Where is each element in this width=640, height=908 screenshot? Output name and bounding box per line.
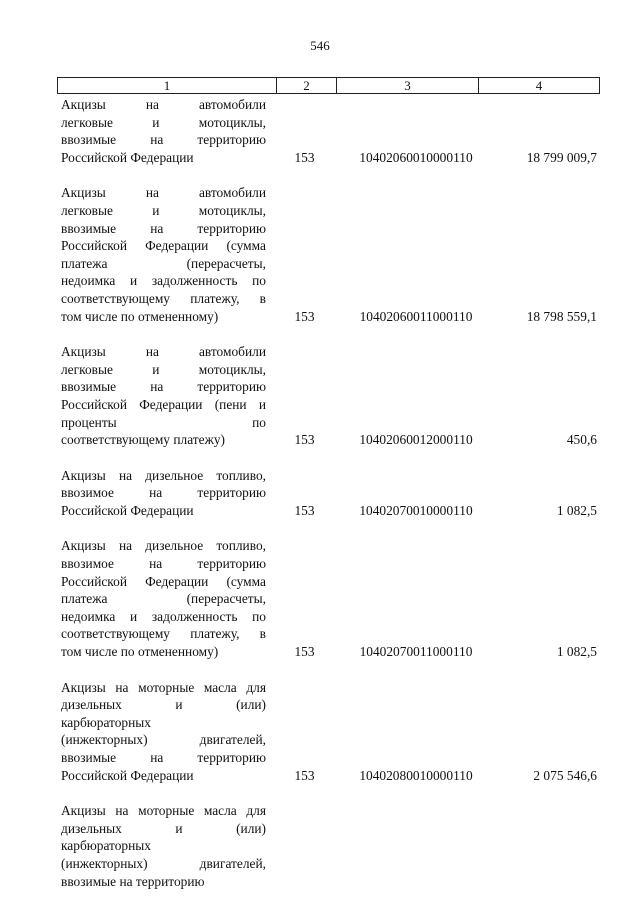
description-line: ввозимые на территорию [61, 873, 205, 889]
description-line: соответствующему платежу, в [61, 626, 266, 642]
table-header [57, 77, 600, 94]
row-admin-code: 153 [294, 308, 315, 324]
description-line: Акцизы на дизельное топливо, [61, 467, 266, 483]
table-row [57, 467, 598, 520]
table-row [57, 537, 598, 660]
row-description [57, 343, 266, 449]
row-amount: 1 082,5 [556, 644, 597, 660]
row-kbk-code: 10402060011000110 [359, 308, 473, 324]
table-row [57, 184, 598, 325]
row-amount: 18 798 559,1 [526, 308, 597, 324]
table-row [57, 343, 598, 449]
description-line: (инжекторных) двигателей, [61, 732, 266, 748]
row-description [57, 96, 266, 166]
row-kbk-code: 10402070010000110 [359, 502, 473, 518]
description-line: легковые и мотоциклы, [61, 114, 266, 130]
row-amount: 2 075 546,6 [533, 767, 597, 783]
description-line: Акцизы на автомобили [61, 185, 266, 201]
row-admin-code: 153 [294, 767, 315, 783]
column-header-2: 2 [277, 78, 337, 93]
description-line: недоимка и задолженность по [61, 273, 266, 289]
description-line: платежа (перерасчеты, [61, 591, 266, 607]
description-line: Российской Федерации (пени и [61, 396, 266, 412]
description-line: дизельных и (или) [61, 697, 266, 713]
description-line: ввозимые на территорию [61, 220, 266, 236]
row-amount: 1 082,5 [556, 502, 597, 518]
table-row [57, 802, 598, 890]
description-line: Российской Федерации (сумма [61, 238, 266, 254]
description-line: карбюраторных [61, 714, 151, 730]
description-line: ввозимое на территорию [61, 556, 266, 572]
description-line: (инжекторных) двигателей, [61, 855, 266, 871]
description-line: Акцизы на дизельное топливо, [61, 538, 266, 554]
table-body [57, 96, 598, 908]
description-line: том числе по отмененному) [61, 308, 219, 324]
description-line: карбюраторных [61, 838, 151, 854]
row-admin-code: 153 [294, 432, 315, 448]
row-admin-code: 153 [294, 149, 315, 165]
row-kbk-code: 10402060010000110 [359, 149, 473, 165]
row-amount: 450,6 [566, 432, 597, 448]
description-line: ввозимое на территорию [61, 485, 266, 501]
description-line: Акцизы на моторные масла для [61, 679, 266, 695]
description-line: Акцизы на автомобили [61, 344, 266, 360]
description-line: ввозимые на территорию [61, 379, 266, 395]
row-admin-code: 153 [294, 644, 315, 660]
table-row [57, 96, 598, 166]
description-line: Российской Федерации [61, 149, 194, 165]
description-line: Акцизы на автомобили [61, 97, 266, 112]
row-amount: 18 799 009,7 [526, 149, 597, 165]
description-line: недоимка и задолженность по [61, 608, 266, 624]
row-kbk-code: 10402080010000110 [359, 767, 473, 783]
row-description [57, 802, 266, 890]
column-header-3: 3 [337, 78, 479, 93]
description-line: Российской Федерации (сумма [61, 573, 266, 589]
description-line: легковые и мотоциклы, [61, 361, 266, 377]
row-kbk-code: 10402070011000110 [359, 644, 473, 660]
description-line: соответствующему платежу) [61, 432, 225, 448]
row-description [57, 184, 266, 325]
row-admin-code: 153 [294, 502, 315, 518]
column-header-1: 1 [58, 78, 277, 93]
row-description [57, 467, 266, 520]
description-line: легковые и мотоциклы, [61, 202, 266, 218]
description-line: Акцизы на моторные масла для [61, 803, 266, 819]
row-kbk-code: 10402060012000110 [359, 432, 473, 448]
description-line: ввозимые на территорию [61, 132, 266, 148]
description-line: дизельных и (или) [61, 820, 266, 836]
description-line: проценты по [61, 414, 266, 430]
description-line: соответствующему платежу, в [61, 290, 266, 306]
row-description [57, 679, 266, 785]
description-line: Российской Федерации [61, 502, 194, 518]
table-row [57, 679, 598, 785]
description-line: платежа (перерасчеты, [61, 255, 266, 271]
page-number: 546 [310, 38, 330, 53]
column-header-4: 4 [535, 78, 543, 93]
description-line: Российской Федерации [61, 767, 194, 783]
row-description [57, 537, 266, 660]
description-line: ввозимые на территорию [61, 750, 266, 765]
description-line: том числе по отмененному) [61, 644, 219, 660]
